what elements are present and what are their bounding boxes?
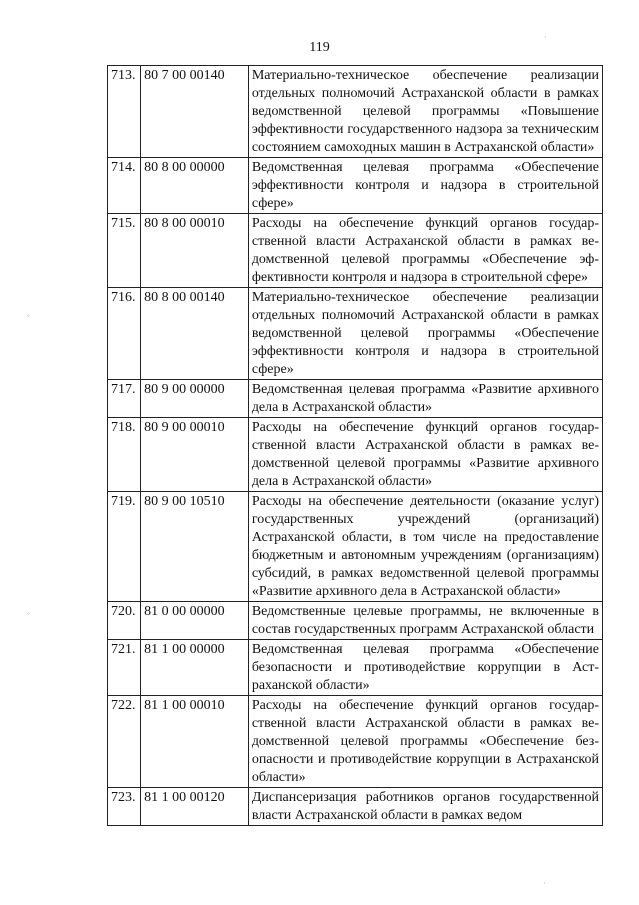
table-row bbox=[108, 602, 603, 640]
scan-speck: ◦ bbox=[27, 609, 30, 618]
scan-speck: · bbox=[543, 879, 546, 888]
table-row bbox=[108, 214, 603, 288]
budget-code: 80 9 00 10510 bbox=[141, 492, 249, 602]
budget-code: 81 0 00 00000 bbox=[141, 602, 249, 640]
row-number: 721. bbox=[108, 640, 141, 696]
row-number: 720. bbox=[108, 602, 141, 640]
table-row bbox=[108, 696, 603, 788]
row-description: Расходы на обеспечение деятельности (оказание услуг) государственных учреждений (организаций) Астраханской области, в том числе на предоставление бюджетным и автономным учреждениям (организациям) субсидий, в рамках ведомственной целевой программы «Развитие архивного дела в Астраханской области» bbox=[248, 492, 602, 602]
page-number: 119 bbox=[309, 40, 330, 55]
budget-code: 81 1 00 00010 bbox=[141, 696, 249, 788]
row-description: Ведомственные целевые программы, не включенные в состав государственных программ Астраханской области bbox=[248, 602, 602, 640]
budget-code: 80 8 00 00010 bbox=[141, 214, 249, 288]
table-row bbox=[108, 640, 603, 696]
budget-code: 80 9 00 00010 bbox=[141, 418, 249, 492]
table-row bbox=[108, 288, 603, 380]
row-number: 722. bbox=[108, 696, 141, 788]
scan-speck: · bbox=[544, 33, 547, 42]
table-row bbox=[108, 418, 603, 492]
row-description: Расходы на обеспечение функций органов государственной власти Астраханской области в рамках ведомственной целевой программы «Обеспечение безопасности и противодействие коррупции в Астраханской области» bbox=[248, 696, 602, 788]
row-number: 713. bbox=[108, 66, 141, 158]
row-number: 718. bbox=[108, 418, 141, 492]
budget-codes-table bbox=[107, 65, 603, 826]
budget-code: 80 7 00 00140 bbox=[141, 66, 249, 158]
row-number: 715. bbox=[108, 214, 141, 288]
row-number: 717. bbox=[108, 380, 141, 418]
row-description: Ведомственная целевая программа «Обеспечение эффективности контроля и надзора в строительной сфере» bbox=[248, 158, 602, 214]
budget-code: 80 9 00 00000 bbox=[141, 380, 249, 418]
scan-speck: ◦ bbox=[27, 311, 30, 320]
row-description: Ведомственная целевая программа «Обеспечение безопасности и противодействие коррупции в Астраханской области» bbox=[248, 640, 602, 696]
table-row bbox=[108, 66, 603, 158]
row-number: 719. bbox=[108, 492, 141, 602]
row-description: Материально-техническое обеспечение реализации отдельных полномочий Астраханской области в рамках ведомственной целевой программы «Обеспечение эффективности контроля и надзора в строительной сфере» bbox=[248, 288, 602, 380]
row-description: Расходы на обеспечение функций органов государственной власти Астраханской области в рамках ведомственной целевой программы «Развитие архивного дела в Астраханской области» bbox=[248, 418, 602, 492]
row-number: 714. bbox=[108, 158, 141, 214]
row-number: 716. bbox=[108, 288, 141, 380]
row-description: Расходы на обеспечение функций органов государственной власти Астраханской области в рамках ведомственной целевой программы «Обеспечение эффективности контроля и надзора в строительной сфере» bbox=[248, 214, 602, 288]
table-row bbox=[108, 492, 603, 602]
row-description: Ведомственная целевая программа «Развитие архивного дела в Астраханской области» bbox=[248, 380, 602, 418]
table-row bbox=[108, 380, 603, 418]
budget-code: 80 8 00 00140 bbox=[141, 288, 249, 380]
table-row bbox=[108, 158, 603, 214]
row-description: Материально-техническое обеспечение реализации отдельных полномочий Астраханской области в рамках ведомственной целевой программы «Повышение эффективности государственного надзора за техническим состоянием самоходных машин в Астраханской области» bbox=[248, 66, 602, 158]
budget-code: 81 1 00 00000 bbox=[141, 640, 249, 696]
row-description: Диспансеризация работников органов государственной власти Астраханской области в рамках ведом bbox=[248, 788, 602, 826]
row-number: 723. bbox=[108, 788, 141, 826]
budget-code: 81 1 00 00120 bbox=[141, 788, 249, 826]
budget-code: 80 8 00 00000 bbox=[141, 158, 249, 214]
table-row bbox=[108, 788, 603, 826]
